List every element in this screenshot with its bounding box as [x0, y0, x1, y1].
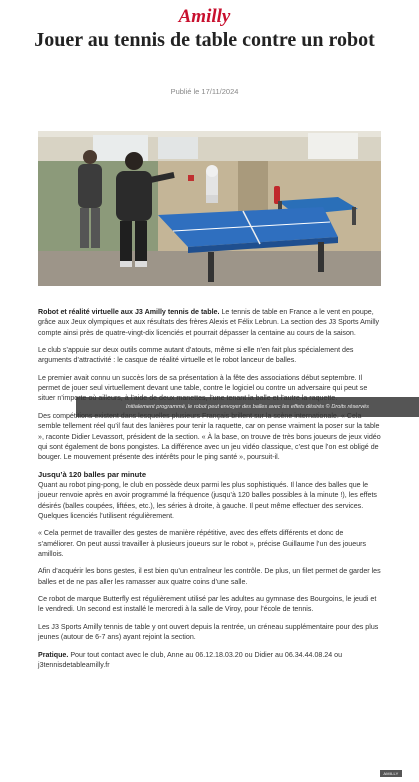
paragraph: Le premier avait connu un succès lors de sa présentation à la fête des associations début septembre. Il permet de jouer seul virtuellement devant une table, contre le logiciel ou contre un adversaire qui peut se situer n’importe où ailleurs, à l’aide de deux manettes, l’une tenant la balle et l’autre la raquette.: [38, 373, 368, 403]
practical-text[interactable]: Pour tout contact avec le club, Anne au 06.12.18.03.20 ou Didier au 06.34.44.08.24 ou j3tennisdetableamilly.fr: [38, 650, 343, 669]
practical-lead: Pratique.: [38, 650, 69, 659]
paragraph: Afin d’acquérir les bons gestes, il est bien qu’un entraîneur les contrôle. De plus, un filet permet de garder les balles et de ne pas aller les ramasser aux quatre coins d’une salle.: [38, 567, 381, 586]
paragraph: Le club s’appuie sur deux outils comme autant d’atouts, même si elle n’en fait plus spécialement des arguments d’attractivité : le casque de réalité virtuelle et le robot lanceur de balles.: [38, 346, 354, 365]
intro-text: Le tennis de table en France a le vent en poupe, grâce aux Jeux olympiques et aux résultats des frères Alexis et Félix Lebrun. La section des J3 Sports Amilly compte ainsi près de quatre-vingt-dix licenciés et pourrait dépasser la centaine au cours de la saison.: [38, 308, 380, 337]
publish-date: Publié le 17/11/2024: [170, 87, 239, 96]
article-title: Jouer au tennis de table contre un robot: [34, 29, 375, 51]
paragraph: Ce robot de marque Butterfly est régulièrement utilisé par les adultes au gymnase des Bourgoins, le jeudi et le vendredi. Un second est installé le mercredi à la salle de Viroy, pour l’école de tennis.: [38, 595, 377, 614]
article-body: [38, 307, 381, 677]
photo-caption: Initialement programmé, le robot peut envoyer des balles avec les effets désirés © Droits réservés: [76, 397, 419, 417]
paragraph: Quant au robot ping-pong, le club en possède deux parmi les plus sophistiqués. Il lance des balles que le joueur renvoie après en avoir programmé la fréquence (jusqu’à 120 balles possibles à la minute !), les effets désirés (balles coupées, liftées, etc.), les séries à droite, à gauche. Il peut même effectuer des services. Quelques licenciés l’utilisent régulièrement.: [38, 480, 377, 520]
paragraph-practical: [38, 650, 381, 671]
section-kicker[interactable]: Amilly: [178, 6, 231, 27]
paragraph-intro: [38, 307, 381, 338]
photo-illustration: [38, 131, 381, 286]
footer-logo: AMILLY: [380, 770, 402, 777]
paragraph: Les J3 Sports Amilly tennis de table y ont ouvert depuis la rentrée, un créneau supplémentaire pour des plus jeunes (autour de 6-7 ans) ayant rejoint la section.: [38, 622, 379, 642]
paragraph: « Cela permet de travailler des gestes de manière répétitive, avec des effets différents et donc de s’améliorer. On peut aussi travailler à plusieurs joueurs sur le robot », précise Guillaume l’un des joueurs amillois.: [38, 529, 367, 558]
intro-lead: Robot et réalité virtuelle aux J3 Amilly tennis de table.: [38, 308, 220, 316]
paragraph: Des compétitions existent dans lesquelles plusieurs Français brillent sur la scène internationale. « Cela semble tellement réel qu’il faut des lanières pour tenir la raquette, car on pense vraiment la poser sur la table », raconte Didier Levassort, président de la section. « À la base, on trouve de très bons joueurs de jeux vidéo qui sont également de bons pongistes. La différence avec un jeu vidéo classique, c’est que l’on est obligé de bouger. Le mouvement présente des intérêts pour le ping santé », poursuit-il.: [38, 411, 381, 462]
subheading: Jusqu’à 120 balles par minute: [38, 469, 147, 479]
